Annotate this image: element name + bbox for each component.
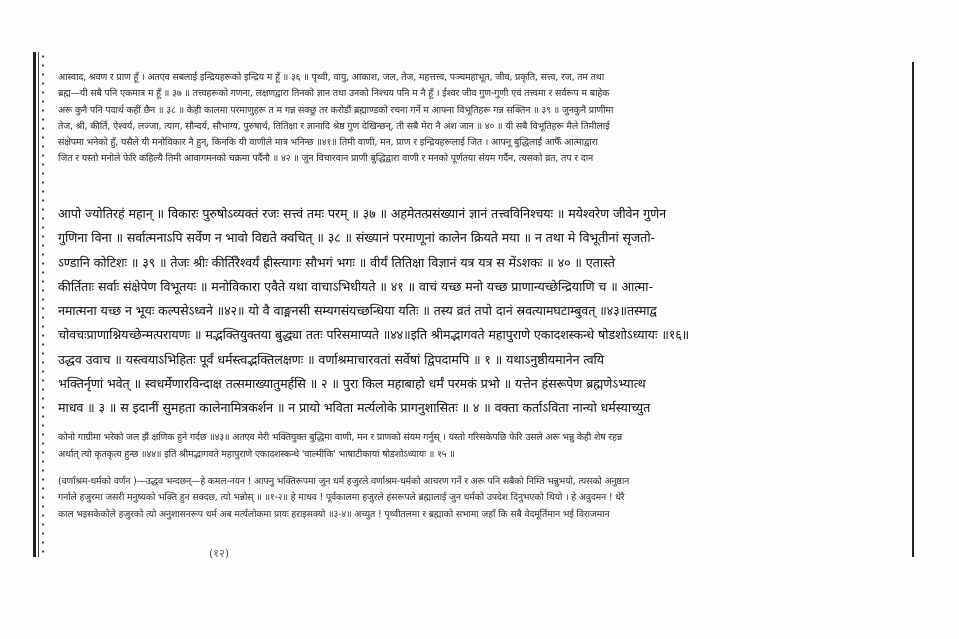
- verse-line: आपो ज्योतिरहं महान् ॥ विकारः पुरुषोऽव्यक्तं रजः सत्त्वं तमः परम् ॥ ३७ ॥ अहमेतत्प्रसंख्यानं ज्ञानं तत्त्वविनिश्चयः ॥ मयेश्वरेण जीवेन गुणेन: [58, 206, 667, 221]
- verse-line: उद्धव उवाच ॥ यस्त्वयाऽभिहितः पूर्वं धर्मस्त्वद्भक्तिलक्षणः ॥ वर्णाश्रमाचारवतां सर्वेषां द्विपदामपि ॥ १ ॥ यथाऽनुष्ठीयमानेन त्वयि: [58, 351, 604, 367]
- commentary-line: (वर्णाश्रम-धर्मको वर्णन )—उद्धव भन्दछन्—हे कमल-नयन ! आफ्नु भक्तिरूपमा जुन धर्म हजुरले वर्णाश्रम-धर्मको आचरण गर्ने र अरू पनि सबैको निम्ति भन्नुभयो, त्यसको अनुष्ठान: [58, 476, 630, 487]
- verse-line: चोवचःप्राणाश्नियच्छेन्मत्परायणः ॥ मद्भक्तियुक्तया बुद्ध्या ततः परिसमाप्यते ॥४४॥इति श्रीमद्भागवते महापुराणे एकादशस्कन्धे षोडशोऽध्यायः ॥१६॥: [58, 327, 690, 343]
- verse-line: ऽण्डानि कोटिशः ॥ ३९ ॥ तेजः श्रीः कीर्तिरैश्वर्यं ह्रीस्त्यागः सौभगं भगः ॥ वीर्यं तितिक्षा विज्ञानं यत्र यत्र स मेंऽशकः ॥ ४० ॥ एतास्ते: [58, 254, 615, 270]
- gloss-line: जित र यस्तो मनोले फेरि कहिल्यै तिमी आवागमनको चक्रमा पर्दैनौ ॥ ४२ ॥ जुन विचारवान प्राणी बुद्धिद्वारा वाणी र मनको पूर्णतया संयम गर्दैन, त्यसको व्रत, तप र दान: [58, 153, 594, 165]
- chapter-commentary-block: [58, 474, 910, 523]
- gloss-line: ब्रह्म—यी सबै पनि एकमात्र म हूँ ॥ ३७ ॥ तत्त्वहरूको गणना, लक्षणद्वारा तिनको ज्ञान तथा उनको निश्चय पनि म नै हूँ । ईश्वर जीव गुण-गुणी एवं तत्त्वमा र सर्वरूप म बाहेक: [58, 88, 610, 100]
- gloss-line: आस्वाद, श्रवण र प्राण हूँ । अतएव सबलाई इन्द्रियहरूको इन्द्रिय म हूँ ॥ ३६ ॥ पृथ्वी, वायु, आकाश, जल, तेज, महत्तत्त्व, पञ्चमहाभूत, जीव, प्रकृति, सत्त्व, रज, तम तथा: [58, 72, 605, 83]
- verse-line: नमात्मना यच्छ न भूयः कल्पसेऽध्वने ॥४२॥ यो वै वाङ्मनसी सम्यगसंयच्छन्धिया यतिः ॥ तस्य व्रतं तपो दानं स्रवत्यामघटाम्बुवत् ॥४३॥तस्माद्व: [58, 303, 657, 319]
- gloss-commentary-block: [58, 70, 910, 168]
- page-number: (१२): [209, 547, 230, 560]
- sanskrit-verse-block: [58, 202, 910, 421]
- gloss-line: संक्षेपमा भनेको हुँ, यसैले यी मनोविकार नै हुन्, किनकि यी वाणीले मात्र भनिन्छ ॥४१॥ तिमी वाणी, मन, प्राण र इन्द्रियहरूलाई जित । आफ्नू बुद्धिलाई आफैँ आत्माद्वारा: [58, 137, 598, 149]
- translation-block: [58, 430, 910, 463]
- gloss-line: अरू कुनै पनि पदार्थ कहीं छैन ॥ ३८ ॥ केही कालमा परमाणुहरू त म गन्न सक्छु तर करोडौं ब्रह्माण्डको रचना गर्ने म आफ्ना विभूतिहरू गन्न सक्तिन ॥ ३९ ॥ जुनकुनै प्राणीमा: [58, 104, 614, 116]
- left-margin-dots: [40, 52, 46, 557]
- verse-line: भक्तिर्नृणां भवेत् ॥ स्वधर्मेणारविन्दाक्ष तत्समाख्यातुमर्हसि ॥ २ ॥ पुरा किल महाबाहो धर्मं परमकं प्रभो ॥ यत्तेन हंसरूपेण ब्रह्मणेऽभ्यात्थ: [58, 376, 646, 392]
- verse-line: गुणिना विना ॥ सर्वात्मनाऽपि सर्वेण न भावो विद्यते क्वचित् ॥ ३८ ॥ संख्यानं परमाणूनां कालेन क्रियते मया ॥ न तथा मे विभूतीनां सृजतो-: [58, 230, 655, 246]
- translation-line: अर्थात् त्यो कृतकृत्य हुन्छ ॥४४॥ इति श्रीमद्भागवते महापुराणे एकादशस्कन्धे 'वाल्मीकि' भाषाटीकायां षोडशोऽध्यायः ॥ १५ ॥: [58, 448, 455, 460]
- verse-line: माधव ॥ ३ ॥ स इदानीं सुमहता कालेनामित्रकर्शन ॥ न प्रायो भविता मर्त्यलोके प्रागनुशासितः ॥ ४ ॥ वक्ता कर्ताऽविता नान्यो धर्मस्याच्युत: [58, 400, 651, 416]
- left-margin-rule: [33, 52, 39, 557]
- commentary-line: काल भइसकेकोले हजुरको त्यो अनुशासनरूप धर्म अब मर्त्यलोकमा प्रायः हराइसक्यो ॥३-४॥ अच्युत ! पृथ्वीतलमा र ब्रह्माको सभामा जहाँ कि सबै वेदमूर्तिमान भई विराजमान: [58, 508, 610, 520]
- gloss-line: तेज, श्री, कीर्ति, ऐश्वर्य, लज्जा, त्याग, सौन्दर्य, सौभाग्य, पुरुषार्थ, तितिक्षा र ज्ञानादि श्रेष्ठ गुण देखिन्छन्, ती सबै मेरा नै अंश जान ॥ ४० ॥ यी सबै विभूतिहरू मैले तिमीलाई: [58, 120, 610, 132]
- commentary-line: गर्नाले हजुरमा जसरी मनुष्यको भक्ति हुन सक्दछ, त्यो भन्नोस् ॥ ॥१-२॥ हे माधव ! पूर्वकालमा हजुरले हंसरूपले ब्रह्मालाई जुन धर्मको उपदेश दिनुभएको थियो । हे अवुदमन ! धेरै: [58, 492, 625, 504]
- right-margin-rule: [912, 62, 916, 557]
- verse-line: कीर्तिताः सर्वाः संक्षेपेण विभूतयः ॥ मनोविकारा एवैते यथा वाचाऽभिधीयते ॥ ४१ ॥ वाचं यच्छ मनो यच्छ प्राणान्यच्छेन्द्रियाणि च ॥ आत्मा-: [58, 278, 653, 294]
- translation-line: कोनो गाग्रीमा भरेको जल झैं क्षणिक हुने गर्दछ ॥४३॥ अतएव मेरी भक्तियुक्त बुद्धिमा वाणी, मन र प्राणको संयम गर्नुस् । यस्तो गरिसकेपछि फेरि उसले अरू भन्नु केही शेष रहन्न: [58, 432, 623, 443]
